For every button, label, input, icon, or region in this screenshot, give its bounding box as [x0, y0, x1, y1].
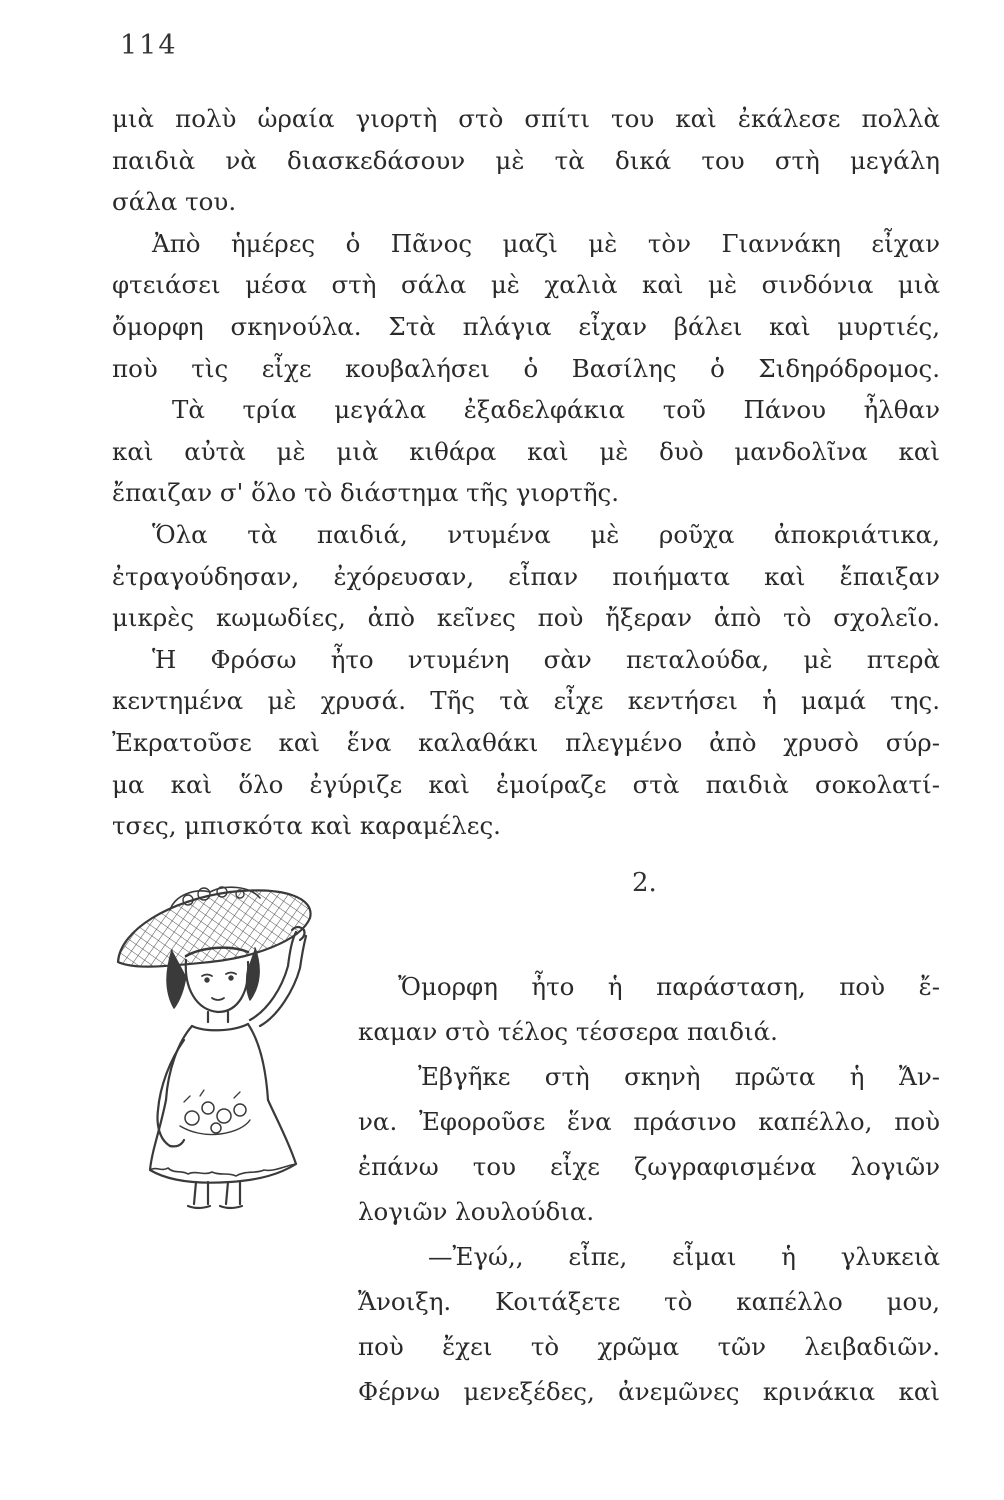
text-line: καμαν στὸ τέλος τέσσερα παιδιά. — [358, 1017, 778, 1046]
text-line: Ἡ Φρόσω ἦτο ντυμένη σὰν πεταλούδα, μὲ πτερὰ — [152, 644, 940, 674]
text-line: μικρὲς κωμωδίες, ἀπὸ κεῖνες ποὺ ἤξεραν ἀπὸ τὸ σχολεῖο. — [112, 603, 940, 633]
text-line: Ἄνοιξη. Κοιτάξετε τὸ καπέλλο μου, — [358, 1287, 940, 1316]
text-line: να. Ἐφοροῦσε ἕνα πράσινο καπέλλο, ποὺ — [358, 1107, 940, 1136]
text-line: ποὺ τὶς εἶχε κουβαλήσει ὁ Βασίλης ὁ Σιδηρόδρομος. — [112, 353, 940, 383]
text-line: Ὅλα τὰ παιδιά, ντυμένα μὲ ροῦχα ἀποκριάτικα, — [152, 519, 940, 549]
text-line: ἐπάνω του εἶχε ζωγραφισμένα λογιῶν — [358, 1152, 940, 1181]
text-line: Φέρνω μενεξέδες, ἀνεμῶνες κρινάκια καὶ — [358, 1377, 940, 1406]
top-text-block — [112, 98, 940, 847]
text-line: παιδιὰ νὰ διασκεδάσουν μὲ τὰ δικά του στὴ μεγάλη — [112, 145, 940, 175]
text-line: Ἐβγῆκε στὴ σκηνὴ πρῶτα ἡ Ἄν- — [418, 1062, 940, 1091]
text-line: —Ἐγώ,, εἶπε, εἶμαι ἡ γλυκειὰ — [428, 1242, 940, 1271]
text-line: Ὄμορφη ἦτο ἡ παράσταση, ποὺ ἔ- — [398, 972, 940, 1001]
text-line: ὄμορφη σκηνούλα. Στὰ πλάγια εἶχαν βάλει καὶ μυρτιές, — [112, 311, 940, 341]
bottom-text-block — [358, 964, 940, 1414]
text-line: μα καὶ ὅλο ἐγύριζε καὶ ἐμοίραζε στὰ παιδιὰ σοκολατί- — [112, 769, 940, 799]
text-line: τσες, μπισκότα καὶ καραμέλες. — [112, 811, 501, 841]
text-line: Τὰ τρία μεγάλα ἐξαδελφάκια τοῦ Πάνου ἦλθαν — [172, 395, 940, 425]
text-line: ἔπαιζαν σ' ὅλο τὸ διάστημα τῆς γιορτῆς. — [112, 478, 620, 508]
text-line: κεντημένα μὲ χρυσά. Τῆς τὰ εἶχε κεντήσει ἡ μαμά της. — [112, 686, 940, 716]
text-line: Ἐκρατοῦσε καὶ ἕνα καλαθάκι πλεγμένο ἀπὸ χρυσὸ σύρ- — [112, 727, 940, 757]
text-line: λογιῶν λουλούδια. — [358, 1197, 595, 1226]
text-line: ποὺ ἔχει τὸ χρῶμα τῶν λειβαδιῶν. — [358, 1332, 940, 1361]
text-line: καὶ αὐτὰ μὲ μιὰ κιθάρα καὶ μὲ δυὸ μανδολῖνα καὶ — [112, 436, 940, 466]
text-line: ἐτραγούδησαν, ἐχόρευσαν, εἶπαν ποιήματα καὶ ἔπαιξαν — [112, 561, 940, 591]
text-line: Ἀπὸ ἡμέρες ὁ Πᾶνος μαζὶ μὲ τὸν Γιαννάκη εἶχαν — [152, 228, 940, 258]
page-number: 114 — [120, 30, 178, 61]
section-number: 2. — [632, 868, 657, 898]
text-line: φτειάσει μέσα στὴ σάλα μὲ χαλιὰ καὶ μὲ σινδόνια μιὰ — [112, 270, 940, 300]
text-line: σάλα του. — [112, 187, 237, 217]
text-line: μιὰ πολὺ ὡραία γιορτὴ στὸ σπίτι του καὶ ἐκάλεσε πολλὰ — [112, 104, 940, 133]
girl-illustration — [100, 870, 350, 1215]
